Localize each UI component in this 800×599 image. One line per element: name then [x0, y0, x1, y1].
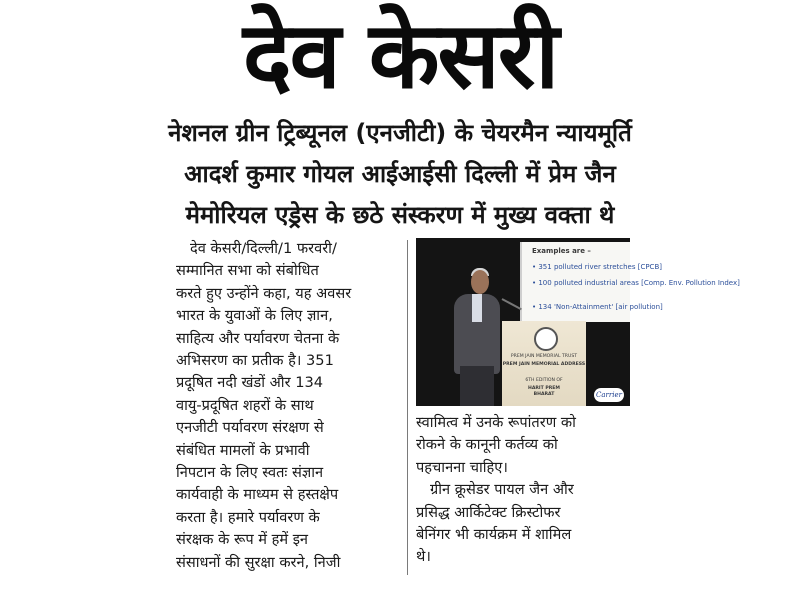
body-line: ग्रीन क्रूसेडर पायल जैन और: [430, 481, 574, 499]
speaker-head: [471, 270, 489, 294]
body-line: एनजीटी पर्यावरण संरक्षण से: [176, 419, 324, 437]
body-line: प्रसिद्ध आर्किटेक्ट क्रिस्टोफर: [416, 503, 561, 521]
microphone-icon: [502, 298, 522, 310]
newspaper-masthead: देव केसरी: [242, 2, 558, 109]
screen-text: • 351 polluted river stretches [CPCB]: [532, 263, 662, 271]
column-divider: [407, 240, 408, 575]
headline-line: आदर्श कुमार गोयल आईआईसी दिल्ली में प्रेम जैन: [184, 160, 616, 188]
body-line: संबंधित मामलों के प्रभावी: [176, 441, 310, 459]
article-headline: [150, 113, 650, 236]
sponsor-logo: Carrier: [594, 388, 624, 402]
body-line: करता है। हमारे पर्यावरण के: [176, 508, 320, 526]
presentation-screen: [520, 242, 740, 322]
body-line: प्रदूषित नदी खंडों और 134: [176, 374, 324, 392]
speaker-legs: [460, 366, 494, 406]
body-line: पहचानना चाहिए।: [416, 458, 508, 476]
body-line: संरक्षक के रूप में हमें इन: [176, 531, 309, 549]
screen-text: Examples are –: [532, 247, 591, 255]
body-line: अभिसरण का प्रतीक है। 351: [176, 352, 334, 370]
speaker-photo: [416, 238, 740, 406]
body-line: देव केसरी/दिल्ली/1 फरवरी/: [190, 240, 337, 257]
screen-text: • 134 'Non-Attainment' [air pollution]: [532, 303, 663, 311]
body-line: करते हुए उन्होंने कहा, यह अवसर: [176, 284, 352, 302]
trust-seal-icon: [534, 327, 558, 351]
body-line: बेनिंगर भी कार्यक्रम में शामिल: [416, 526, 572, 544]
body-line: वायु-प्रदूषित शहरों के साथ: [176, 396, 314, 414]
podium: [502, 321, 586, 406]
body-line: साहित्य और पर्यावरण चेतना के: [176, 329, 340, 347]
headline-line: मेमोरियल एड्रेस के छठे संस्करण में मुख्य वक्ता थे: [185, 201, 615, 229]
podium-text: HARIT PREM: [528, 386, 560, 391]
article-body-right-column: [416, 412, 630, 569]
body-line: स्वामित्व में उनके रूपांतरण को: [416, 414, 576, 431]
body-line: संसाधनों की सुरक्षा करने, निजी: [176, 553, 341, 571]
body-line: थे।: [416, 548, 431, 566]
podium-text: PREM JAIN MEMORIAL TRUST: [510, 354, 578, 359]
body-line: कार्यवाही के माध्यम से हस्तक्षेप: [176, 486, 339, 504]
article-body-left-column: [176, 238, 398, 574]
body-line: सम्मानित सभा को संबोधित: [176, 262, 319, 280]
podium-text: BHARAT: [533, 392, 555, 397]
headline-line: नेशनल ग्रीन ट्रिब्यूनल (एनजीटी) के चेयरमैन न्यायमूर्ति: [168, 119, 632, 147]
podium-text: PREM JAIN MEMORIAL ADDRESS: [502, 362, 586, 367]
body-line: निपटान के लिए स्वतः संज्ञान: [176, 464, 324, 482]
screen-text: • 100 polluted industrial areas [Comp. Env. Pollution Index]: [532, 279, 740, 287]
podium-text: 6TH EDITION OF: [525, 378, 563, 383]
body-line: भारत के युवाओं के लिए ज्ञान,: [176, 307, 333, 325]
speaker-shirt: [472, 294, 482, 322]
body-line: रोकने के कानूनी कर्तव्य को: [416, 436, 558, 454]
